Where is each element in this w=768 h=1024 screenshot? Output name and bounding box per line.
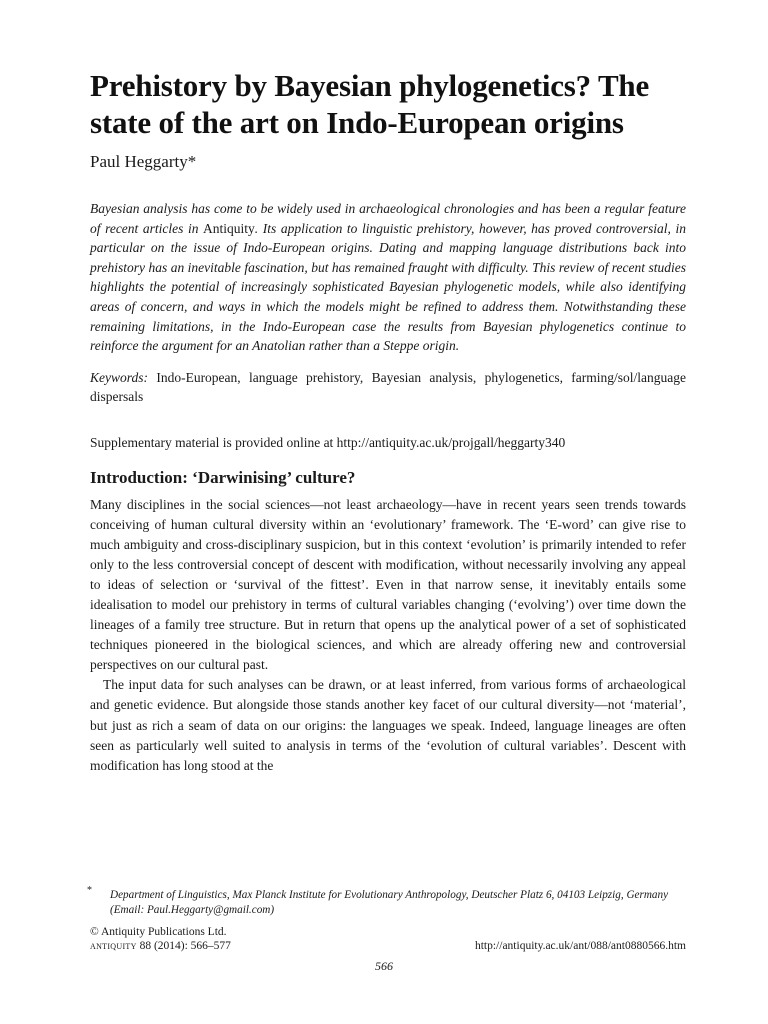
abstract	[90, 199, 686, 356]
article-page	[90, 68, 686, 776]
journal-citation	[90, 939, 231, 953]
footnote-mark: *	[87, 885, 92, 896]
article-url[interactable]: http://antiquity.ac.uk/ant/088/ant0880566.htm	[474, 940, 686, 952]
keywords-text: Indo-European, language prehistory, Bayesian analysis, phylogenetics, farming/sol/language dispersals	[90, 369, 687, 405]
article-title: Prehistory by Bayesian phylogenetics? The state of the art on Indo-European origins	[90, 68, 650, 140]
keywords-label: Keywords:	[90, 369, 148, 385]
author-affiliation-footnote	[87, 885, 686, 917]
page-number: 566	[375, 959, 393, 973]
journal-reference: 88 (2014): 566–577	[136, 940, 231, 952]
copyright-line: © Antiquity Publications Ltd.	[90, 926, 227, 938]
section-heading: Introduction: ‘Darwinising’ culture?	[90, 467, 356, 487]
journal-name: antiquity	[90, 940, 137, 952]
abstract-part-1: Bayesian analysis has come to be widely used in archaeological chronologies and has been a regular feature of recent articles in	[90, 201, 686, 236]
keywords	[90, 368, 686, 407]
supplementary-note: Supplementary material is provided online at http://antiquity.ac.uk/projgall/heggarty340	[90, 434, 566, 450]
author-name: Paul Heggarty*	[90, 152, 197, 171]
paragraph-1: Many disciplines in the social sciences—not least archaeology—have in recent years seen trends towards conceiving of human cultural diversity within an ‘evolutionary’ framework. The ‘E-word’ can give rise to much ambiguity and cross-disciplinary suspicion, but in this context ‘evolution’ is primarily intended to refer only to the less controversial concept of descent with modification, without necessarily involving any appeal to ideas of selection or ‘survival of the fittest’. Even in that narrow sense, it inevitably entails some idealisation to model our prehistory in terms of cultural variables changing (‘evolving’) over time down the lineages of a family tree structure. But in return that opens up the analytical power of a set of sophisticated techniques pioneered in the biological sciences, and which are already offering new and controversial perspectives on our cultural past.	[90, 496, 686, 673]
footnote-text: Department of Linguistics, Max Planck Institute for Evolutionary Anthropology, Deutscher Platz 6, 04103 Leipzig, Germany (Email: Paul.Heggarty@gmail.com)	[110, 889, 669, 916]
abstract-journal-name: Antiquity	[203, 220, 255, 236]
body-text	[90, 495, 686, 776]
abstract-part-2: . Its application to linguistic prehistory, however, has proved controversial, in particular on the issue of Indo-European origins. Dating and mapping language distributions back into prehistory has an inevitable fascination, but has remained fraught with difficulty. This review of recent studies highlights the potential of increasingly sophisticated Bayesian phylogenetic models, while also identifying areas of concern, and ways in which the models might be refined to address them. Notwithstanding these remaining limitations, in the Indo-European case the results from Bayesian phylogenetics continue to reinforce the argument for an Anatolian rather than a Steppe origin.	[90, 220, 686, 354]
paragraph-2: The input data for such analyses can be drawn, or at least inferred, from various forms of archaeological and genetic evidence. But alongside those stands another key facet of our cultural diversity—not ‘material’, but just as rich a seam of data on our origins: the languages we speak. Indeed, language lineages are often seen as particularly well suited to analysis in terms of the ‘evolution of cultural variables’. Descent with modification has long stood at the	[90, 677, 686, 773]
